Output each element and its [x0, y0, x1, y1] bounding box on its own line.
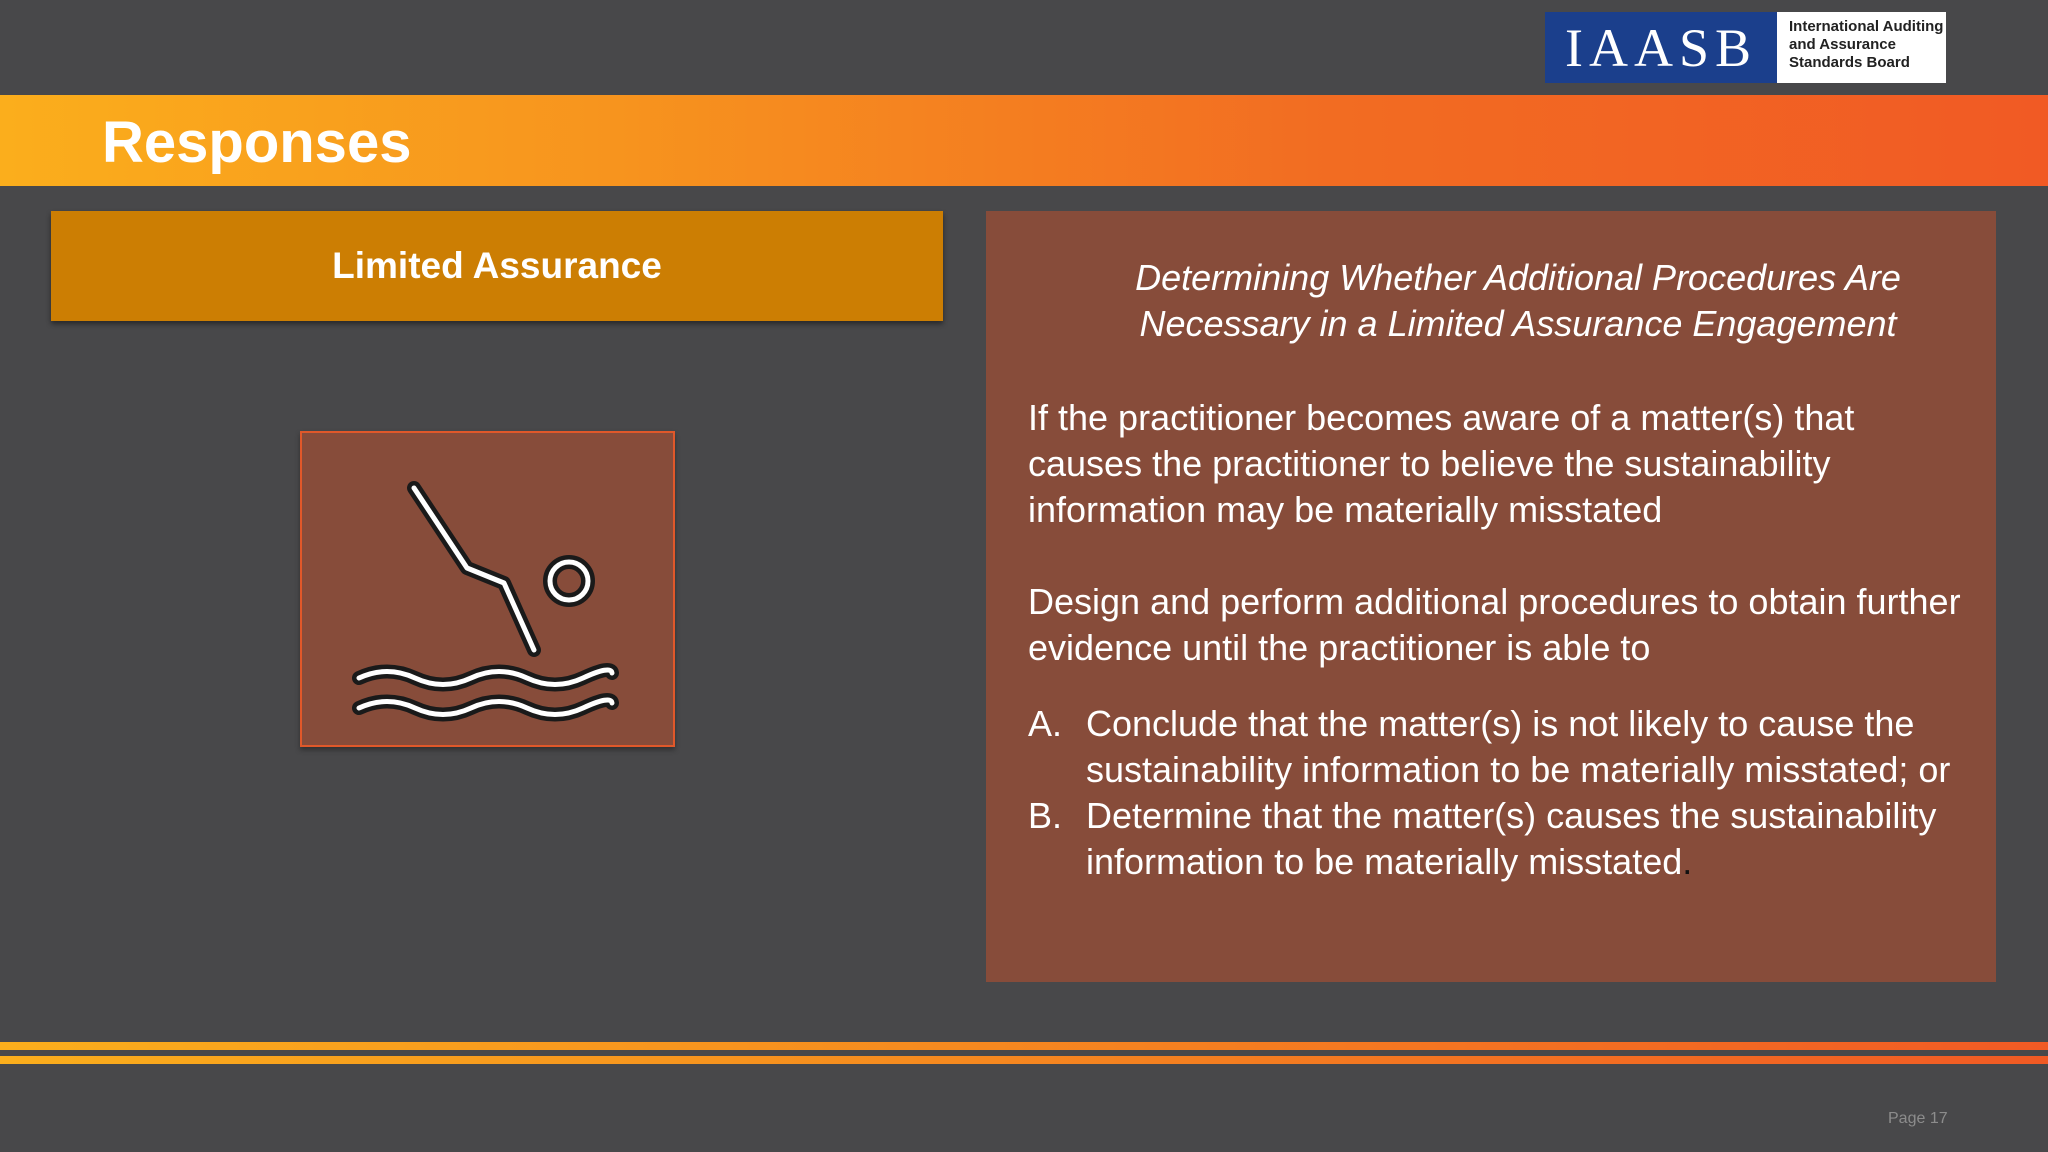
slide-title: Responses — [102, 110, 412, 175]
action-paragraph: Design and perform additional procedures to obtain further evidence until the practitioner is able to — [1028, 581, 1961, 668]
logo-mark: IAASB — [1545, 12, 1777, 83]
condition-paragraph: If the practitioner becomes aware of a matter(s) that causes the practitioner to believe the sustainability information may be materially misstated — [1028, 397, 1855, 530]
procedures-panel — [986, 211, 1996, 982]
limited-assurance-header — [51, 211, 943, 321]
diving-icon-box — [300, 431, 675, 747]
list-item-text: Determine that the matter(s) causes the sustainability information to be materially misstated — [1086, 795, 1937, 882]
logo-text: International Auditing and Assurance Standards Board — [1789, 18, 1944, 71]
footer-stripe-bottom — [0, 1056, 2048, 1064]
page-number: Page 17 — [1888, 1110, 1948, 1127]
iaasb-logo — [1545, 12, 1946, 83]
list-marker: A. — [1028, 703, 1063, 744]
diving-swimmer-icon — [302, 433, 673, 745]
list-item-body — [1086, 793, 1968, 885]
outcome-list — [1028, 701, 1968, 885]
panel-heading — [1028, 255, 1968, 347]
list-marker: B. — [1028, 795, 1063, 836]
panel-heading-line-2: Necessary in a Limited Assurance Engagement — [1139, 303, 1897, 344]
list-item-text: Conclude that the matter(s) is not likely to cause the sustainability information to be materially misstated; or — [1086, 703, 1951, 790]
panel-heading-line-1: Determining Whether Additional Procedures Are — [1135, 257, 1901, 298]
footer-stripe-top — [0, 1042, 2048, 1050]
list-item — [1028, 793, 1968, 885]
list-item — [1028, 701, 1968, 793]
trailing-period: . — [1682, 841, 1693, 882]
limited-assurance-label: Limited Assurance — [332, 245, 662, 286]
